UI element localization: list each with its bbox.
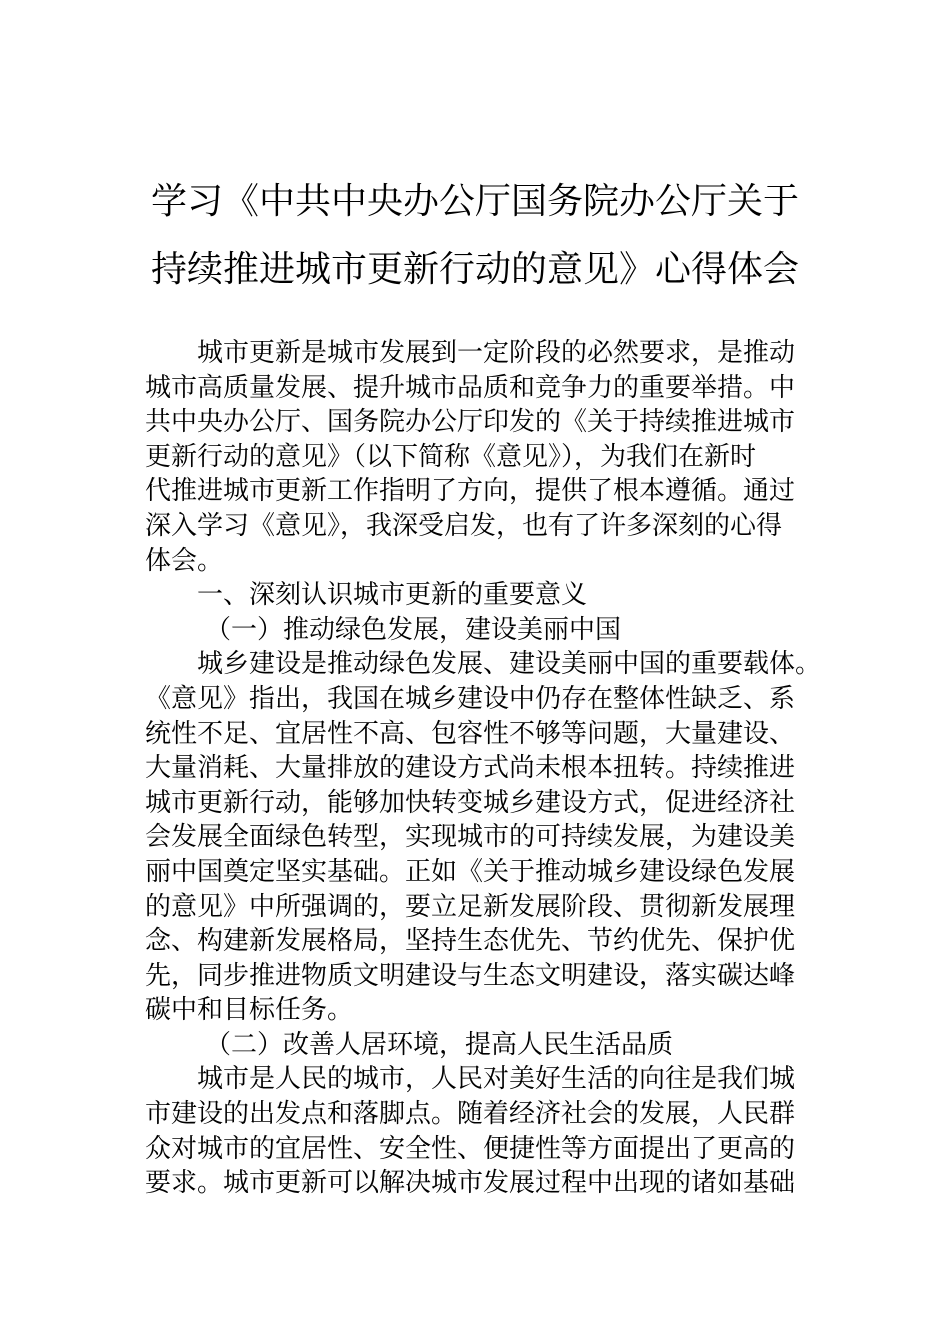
- paragraph-line: 统性不足、宜居性不高、包容性不够等问题，大量建设、: [145, 718, 796, 749]
- paragraph-line: 城市是人民的城市，人民对美好生活的向往是我们城: [197, 1064, 796, 1095]
- paragraph-line: 城市高质量发展、提升城市品质和竞争力的重要举措。中: [145, 372, 796, 403]
- paragraph-line: 丽中国奠定坚实基础。正如《关于推动城乡建设绿色发展: [145, 856, 796, 887]
- paragraph-line: 先，同步推进物质文明建设与生态文明建设，落实碳达峰: [145, 960, 796, 991]
- paragraph-line: 深入学习《意见》，我深受启发，也有了许多深刻的心得: [145, 510, 783, 541]
- paragraph-line: 念、构建新发展格局，坚持生态优先、节约优先、保护优: [145, 926, 796, 957]
- paragraph-line: 的意见》中所强调的，要立足新发展阶段、贯彻新发展理: [145, 891, 796, 922]
- document-title-line-1: 学习《中共中央办公厅国务院办公厅关于: [150, 181, 799, 222]
- paragraph-line: 市建设的出发点和落脚点。随着经济社会的发展，人民群: [145, 1099, 796, 1130]
- document-title-line-2: 持续推进城市更新行动的意见》心得体会: [150, 249, 799, 290]
- subsection-heading: （一）推动绿色发展，建设美丽中国: [205, 614, 622, 645]
- paragraph-line: 碳中和目标任务。: [145, 995, 354, 1026]
- paragraph-line: 代推进城市更新工作指明了方向，提供了根本遵循。通过: [145, 476, 796, 507]
- paragraph-line: 共中央办公厅、国务院办公厅印发的《关于持续推进城市: [145, 407, 796, 438]
- paragraph-line: 会发展全面绿色转型，实现城市的可持续发展，为建设美: [145, 822, 796, 853]
- subsection-heading: （二）改善人居环境，提高人民生活品质: [205, 1029, 674, 1060]
- paragraph-line: 更新行动的意见》（以下简称《意见》），为我们在新时: [145, 441, 757, 472]
- paragraph-line: 城乡建设是推动绿色发展、建设美丽中国的重要载体。: [197, 649, 822, 680]
- section-heading: 一、深刻认识城市更新的重要意义: [197, 580, 588, 611]
- paragraph-line: 城市更新是城市发展到一定阶段的必然要求，是推动: [197, 338, 796, 368]
- paragraph-line: 体会。: [145, 545, 224, 576]
- paragraph-line: 《意见》指出，我国在城乡建设中仍存在整体性缺乏、系: [145, 683, 796, 714]
- paragraph-line: 要求。城市更新可以解决城市发展过程中出现的诸如基础: [145, 1168, 796, 1199]
- paragraph-line: 城市更新行动，能够加快转变城乡建设方式，促进经济社: [145, 787, 796, 818]
- paragraph-line: 众对城市的宜居性、安全性、便捷性等方面提出了更高的: [145, 1133, 796, 1164]
- document-body: [145, 336, 825, 1201]
- paragraph-line: 大量消耗、大量排放的建设方式尚未根本扭转。持续推进: [145, 753, 796, 784]
